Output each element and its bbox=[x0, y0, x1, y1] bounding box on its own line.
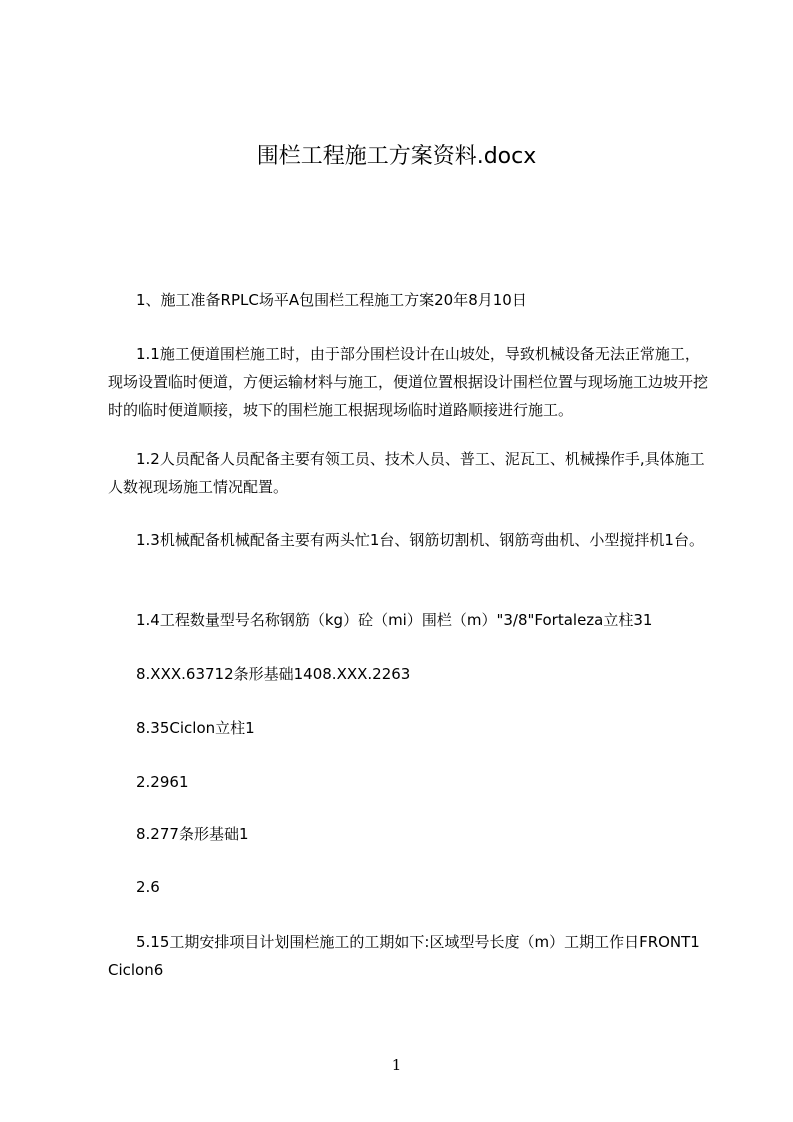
paragraph-quantity-4: 8.277条形基础1 bbox=[136, 825, 249, 843]
paragraph-1-1: 1.1施工便道围栏施工时，由于部分围栏设计在山坡处，导致机械设备无法正常施工，现场设置临时便道，方便运输材料与施工，便道位置根据设计围栏位置与现场施工边坡开挖时的临时便道顺接，坡下的围栏施工根据现场临时道路顺接进行施工。 bbox=[108, 345, 709, 419]
paragraph-1-2: 1.2人员配备人员配备主要有领工员、技术人员、普工、泥瓦工、机械操作手,具体施工人数视现场施工情况配置。 bbox=[108, 450, 705, 496]
paragraph-1-4: 1.4工程数量型号名称钢筋（kg）砼（mi）围栏（m）"3/8"Fortaleza立柱31 bbox=[136, 611, 653, 629]
page-number: 1 bbox=[391, 1056, 402, 1074]
paragraph-quantity-2: 8.35Ciclon立柱1 bbox=[136, 719, 255, 737]
document-title: 围栏工程施工方案资料.docx bbox=[256, 144, 537, 169]
paragraph-quantity-3: 2.2961 bbox=[136, 773, 189, 791]
paragraph-quantity-5: 2.6 bbox=[136, 878, 160, 896]
paragraph-1-3: 1.3机械配备机械配备主要有两头忙1台、钢筋切割机、钢筋弯曲机、小型搅拌机1台。 bbox=[136, 531, 704, 549]
paragraph-5-15: 5.15工期安排项目计划围栏施工的工期如下:区域型号长度（m）工期工作日FRONT1Ciclon6 bbox=[108, 933, 700, 979]
paragraph-quantity-1: 8.XXX.63712条形基础1408.XXX.2263 bbox=[136, 665, 411, 683]
paragraph-1: 1、施工准备RPLC场平A包围栏工程施工方案20年8月10日 bbox=[136, 291, 527, 309]
